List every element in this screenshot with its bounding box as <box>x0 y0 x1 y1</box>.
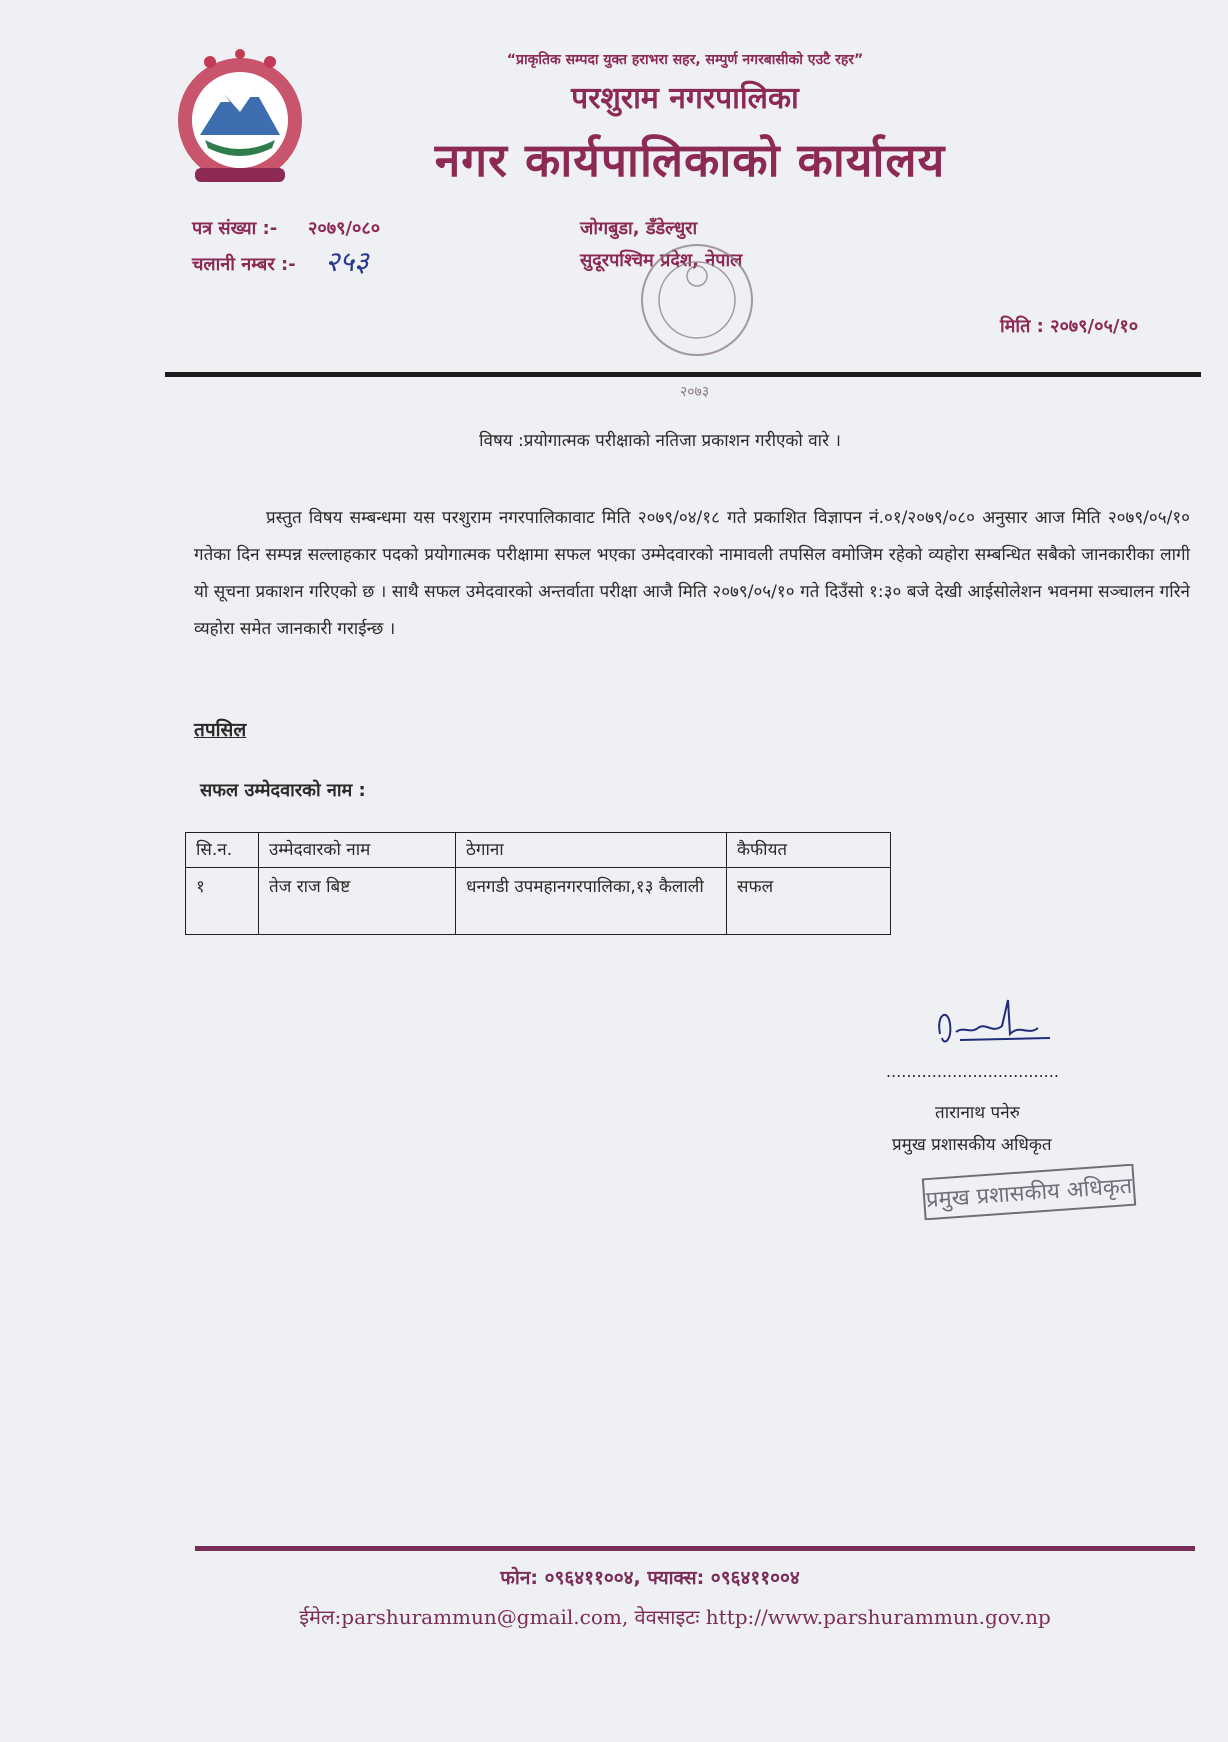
table-header-row <box>186 833 891 868</box>
header-name: उम्मेदवारको नाम <box>259 833 456 868</box>
signatory-title: प्रमुख प्रशासकीय अधिकृत <box>892 1135 1052 1155</box>
nepal-emblem-icon <box>160 40 320 190</box>
footer-email-website: ईमेल:parshurammun@gmail.com, वेवसाइटः http://www.parshurammun.gov.np <box>299 1605 1051 1629</box>
office-title: नगर कार्यपालिकाको कार्यालय <box>434 133 946 187</box>
cell-name: तेज राज बिष्ट <box>259 868 456 935</box>
successful-candidates-heading: सफल उम्मेदवारको नाम : <box>200 780 366 801</box>
footer-phone-fax: फोन: ०९६४११००४, फ्याक्स: ०९६४११००४ <box>500 1567 800 1589</box>
dispatch-no-label: चलानी नम्बर :- <box>192 254 296 275</box>
cell-remarks: सफल <box>727 868 891 935</box>
body-paragraph <box>194 500 1190 648</box>
header-remarks: कैफीयत <box>727 833 891 868</box>
table-row <box>186 868 891 935</box>
cell-serial: १ <box>186 868 259 935</box>
address-line-2: सुदूरपश्चिम प्रदेश, नेपाल <box>580 250 743 271</box>
header-serial: सि.न. <box>186 833 259 868</box>
body-text: प्रस्तुत विषय सम्बन्धमा यस परशुराम नगरपालिकावाट मिति २०७९/०४/१८ गते प्रकाशित विज्ञापन नं.०१/२०७९/०८० अनुसार आज मिति २०७९/०५/१० गतेका दिन सम्पन्न सल्लाहकार पदको प्रयोगात्मक परीक्षामा सफल भएका उम्मेदवारको नामावली तपसिल वमोजिम रहेको व्यहोरा सम्बन्धित सबैको जानकारीका लागी यो सूचना प्रकाशन गरिएको छ । साथै सफल उमेदवारको अन्तर्वाता परीक्षा आजै मिति २०७९/०५/१० गते दिउँसो १:३० बजे देखी आईसोलेशन भवनमा सञ्चालन गरिने व्यहोरा समेत जानकारी गराईन्छ । <box>194 508 1190 639</box>
header-address: ठेगाना <box>456 833 727 868</box>
letter-date: मिति : २०७९/०५/१० <box>1000 316 1139 337</box>
motto: “प्राकृतिक सम्पदा युक्त हराभरा सहर, सम्पुर्ण नगरबासीको एउटै रहर” <box>506 52 864 68</box>
tapsil-heading: तपसिल <box>194 719 247 741</box>
signature-icon <box>930 994 1060 1054</box>
designation-stamp-icon <box>918 1164 1140 1220</box>
header-divider <box>165 372 1201 377</box>
results-table <box>185 832 891 935</box>
subject-line: विषय :प्रयोगात्मक परीक्षाको नतिजा प्रकाशन गरीएको वारे । <box>479 431 841 451</box>
seal-year: २०७३ <box>680 384 710 400</box>
letter-no-label: पत्र संख्या :- <box>192 218 278 239</box>
letter-no-value: २०७९/०८० <box>308 218 381 239</box>
address-line-1: जोगबुडा, डँडेल्धुरा <box>580 218 698 239</box>
stamp-text: प्रमुख प्रशासकीय अधिकृत <box>925 1173 1133 1214</box>
municipality-name: परशुराम नगरपालिका <box>571 81 799 116</box>
cell-address: धनगडी उपमहानगरपालिका,१३ कैलाली <box>456 868 727 935</box>
signature-line: .................................. <box>886 1062 1059 1081</box>
footer-divider <box>195 1546 1195 1551</box>
signatory-name: तारानाथ पनेरु <box>935 1103 1020 1123</box>
dispatch-no-value: २५३ <box>325 245 369 278</box>
